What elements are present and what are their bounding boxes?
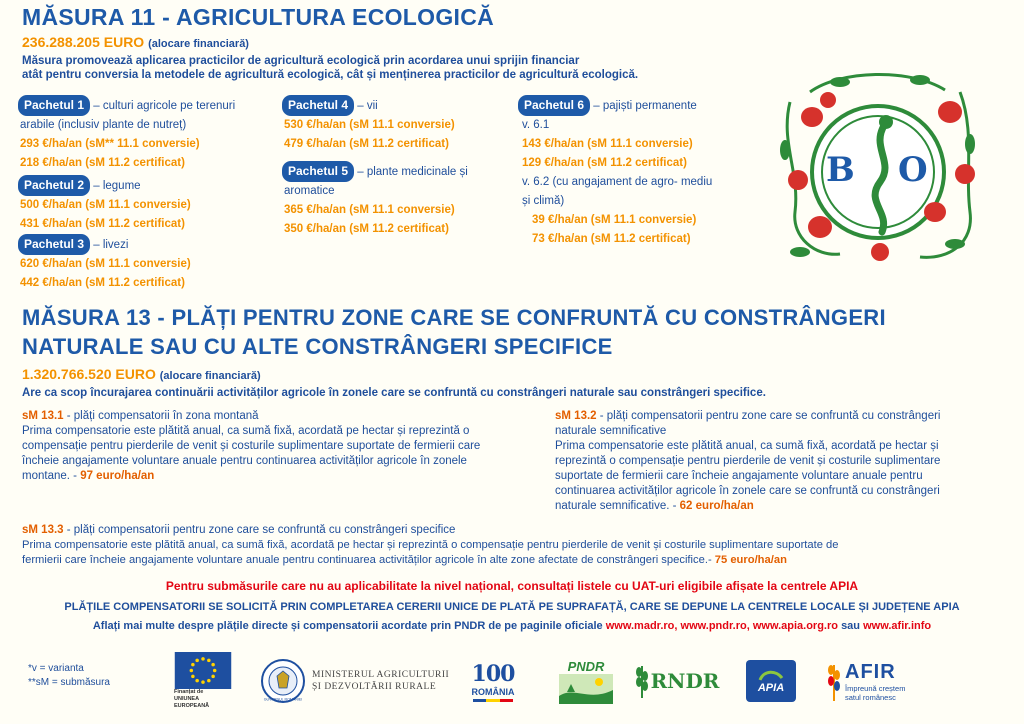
package-6-badge: Pachetul 6 [518, 95, 590, 116]
package-5-badge: Pachetul 5 [282, 161, 354, 182]
centenar-number: 100 [471, 660, 515, 687]
madr-logo [260, 652, 460, 710]
package-6-variant2: v. 6.2 (cu angajament de agro- mediu [522, 176, 713, 188]
sm-13-1-code: sM 13.1 [22, 410, 64, 422]
m13-alloc: (alocare financiară) [159, 370, 261, 382]
package-1-value1: 293 €/ha/an (sM** 11.1 conversie) [20, 138, 200, 150]
eu-caption-2: UNIUNEA EUROPEANĂ [174, 696, 210, 709]
sm-13-3-value: 75 euro/ha/an [714, 554, 787, 566]
package-4-text: – vii [357, 100, 378, 112]
package-2 [18, 175, 278, 196]
m13-title-line1: MĂSURA 13 - PLĂȚI PENTRU ZONE CARE SE CONFRUNTĂ CU CONSTRÂNGERI [22, 305, 886, 330]
package-6-variant1: v. 6.1 [522, 119, 550, 131]
m11-amount [22, 34, 249, 50]
gov-ring-text: GUVERNUL ROMÂNIEI [263, 697, 303, 702]
package-5-value2: 350 €/ha/an (sM 11.2 certificat) [284, 223, 449, 235]
package-3-value1: 620 €/ha/an (sM 11.1 conversie) [20, 258, 191, 270]
notice-links[interactable]: www.madr.ro, www.pndr.ro, www.apia.org.ro [605, 620, 838, 632]
sm-13-3 [22, 523, 1012, 568]
package-3-badge: Pachetul 3 [18, 234, 90, 255]
m11-description [22, 54, 782, 82]
sm-13-1-title: - plăți compensatorii în zona montană [66, 410, 259, 422]
sm-13-1-value: 97 euro/ha/an [80, 470, 155, 482]
bio-logo-graphic [770, 62, 985, 267]
package-4-value1: 530 €/ha/an (sM 11.1 conversie) [284, 119, 455, 131]
sm-13-2-code: sM 13.2 [555, 410, 597, 422]
bio-letter-o: O [898, 150, 928, 190]
notice-info-text: Aflați mai multe despre plățile directe și compensatorii acordate prin PNDR de pe paginile oficiale [92, 620, 603, 632]
sm-13-2-line2: reprezintă o compensație pentru pierderile de venit și costurile suplimentare [555, 455, 941, 467]
package-1-text: – culturi agricole pe terenuri [93, 100, 236, 112]
package-1-text2: arabile (inclusiv plante de nutreț) [20, 119, 187, 131]
eu-logo [172, 652, 234, 710]
m11-title: MĂSURA 11 - AGRICULTURA ECOLOGICĂ [22, 4, 495, 30]
package-4 [282, 95, 512, 116]
sm-13-3-code: sM 13.3 [22, 524, 64, 536]
package-1-badge: Pachetul 1 [18, 95, 90, 116]
sm-13-2-title: - plăți compensatorii pentru zone care se confruntă cu constrângeri [599, 410, 941, 422]
sm-13-3-title: - plăți compensatorii pentru zone care se confruntă cu constrângeri specifice [66, 524, 456, 536]
gov-crest-icon [260, 658, 306, 704]
sm-13-1-line3: încheie angajamente voluntare anuale pentru continuarea activităților agricole în zonele [22, 455, 467, 467]
apia-leaf-icon [758, 668, 784, 682]
sm-13-2-line3: suportate de fermierii care încheie angajamente voluntare anuale pentru [555, 470, 923, 482]
notice-sau: sau [841, 620, 861, 632]
m13-description: Are ca scop încurajarea continuării activităților agricole în zonele care se confruntă cu constrângeri naturale sau constrângeri specifice. [22, 387, 766, 399]
rndr-text: RNDR [650, 669, 720, 693]
m11-alloc: (alocare financiară) [148, 38, 249, 50]
pndr-landscape-icon [559, 674, 613, 704]
rndr-mark [633, 664, 720, 698]
package-1-value2: 218 €/ha/an (sM 11.2 certificat) [20, 157, 185, 169]
m13-title-line2: NATURALE SAU CU ALTE CONSTRÂNGERI SPECIFICE [22, 334, 613, 359]
afir-tagline-2: satul românesc [845, 692, 896, 702]
package-6-text: – pajiști permanente [593, 100, 697, 112]
ministry-line1: MINISTERUL AGRICULTURII [312, 670, 450, 680]
package-2-badge: Pachetul 2 [18, 175, 90, 196]
package-3-text: – livezi [93, 239, 129, 251]
afir-wheat-icon [826, 661, 842, 701]
footnote-sm: **sM = submăsura [28, 677, 110, 688]
package-6-value4: 73 €/ha/an (sM 11.2 certificat) [532, 233, 691, 245]
package-6 [518, 95, 758, 116]
footnote-v: *v = varianta [28, 663, 84, 674]
package-6-value2: 129 €/ha/an (sM 11.2 certificat) [522, 157, 687, 169]
sm-13-2-line4: continuarea activităților agricole în zonele care se confruntă cu constrângeri [555, 485, 940, 497]
ministry-line2: ȘI DEZVOLTĂRII RURALE [312, 682, 437, 692]
footnotes [28, 662, 110, 690]
sm-13-1-line1: Prima compensatorie este plătită anual, ca sumă fixă, acordată pe hectar și reprezintă o [22, 425, 470, 437]
package-5-text2: aromatice [284, 185, 335, 197]
sm-13-2-title2: naturale semnificative [555, 425, 667, 437]
afir-text: AFIR [845, 660, 896, 683]
bio-logo [770, 62, 985, 267]
pndr-text: PNDR [567, 658, 605, 674]
sm-13-3-line1: Prima compensatorie este plătită anual, ca sumă fixă, acordată pe hectar și reprezintă o compensație pentru pierderile de venit și costurile suplimentare suportate de [22, 539, 839, 551]
package-2-value2: 431 €/ha/an (sM 11.2 certificat) [20, 218, 185, 230]
centenar-logo [462, 652, 524, 710]
apia-badge [746, 660, 796, 702]
notice-link-afir[interactable]: www.afir.info [863, 620, 932, 632]
sm-13-2-line1: Prima compensatorie este plătită anual, ca sumă fixă, acordată pe hectar și [555, 440, 939, 452]
sm-13-1-line4: montane. - [22, 470, 77, 482]
sm-13-3-line2: fermierii care încheie angajamente voluntare anuale pentru continuarea activităților agricole în alte zone afectate de constrângeri specifice.- [22, 554, 712, 566]
eu-caption-1: Finanțat de [174, 689, 204, 695]
package-2-value1: 500 €/ha/an (sM 11.1 conversie) [20, 199, 191, 211]
m11-desc-line1: Măsura promovează aplicarea practicilor de agricultură ecologică prin acordarea unui sprijin financiar [22, 55, 580, 67]
notice-caps: PLĂȚILE COMPENSATORII SE SOLICITĂ PRIN COMPLETAREA CERERII UNICE DE PLATĂ PE SUPRAFAȚĂ, CARE SE DEPUNE LA CENTRELE LOCALE ȘI JUDEȚENE APIA [64, 601, 960, 613]
m11-col3 [518, 95, 758, 249]
package-3 [18, 234, 278, 255]
m11-desc-line2: atât pentru conversia la metodele de agricultură ecologică, cât și menținerea practicilor de agricultură ecologică. [22, 69, 639, 81]
package-5 [282, 161, 512, 182]
sm-13-2-value: 62 euro/ha/an [679, 500, 754, 512]
m11-amount-value: 236.288.205 EURO [22, 34, 145, 50]
sm-13-2 [555, 409, 1015, 514]
sm-13-2-line5: naturale semnificative. - [555, 500, 677, 512]
package-4-value2: 479 €/ha/an (sM 11.2 certificat) [284, 138, 449, 150]
package-6-variant2-cont: și climă) [522, 195, 565, 207]
sm-13-1 [22, 409, 552, 484]
rndr-logo [636, 652, 720, 710]
package-6-value1: 143 €/ha/an (sM 11.1 conversie) [522, 138, 693, 150]
pndr-logo [555, 652, 617, 710]
package-3-value2: 442 €/ha/an (sM 11.2 certificat) [20, 277, 185, 289]
tricolor-bar [473, 699, 513, 702]
package-5-value1: 365 €/ha/an (sM 11.1 conversie) [284, 204, 455, 216]
m13-amount-value: 1.320.766.520 EURO [22, 366, 156, 382]
apia-text: APIA [757, 682, 785, 694]
sm-13-1-line2: compensație pentru pierderile de venit și costurile suplimentare suportate de fermierii care [22, 440, 481, 452]
apia-logo [743, 652, 799, 710]
m11-col2 [282, 95, 512, 239]
eu-flag-icon [174, 652, 232, 689]
m13-amount [22, 366, 261, 382]
afir-tagline-1: Împreună creștem [845, 683, 906, 693]
package-1 [18, 95, 278, 116]
notice-info [0, 620, 1024, 632]
centenar-text: ROMÂNIA [471, 686, 515, 697]
afir-logo [826, 652, 926, 710]
m11-col1 [18, 95, 278, 293]
package-4-badge: Pachetul 4 [282, 95, 354, 116]
wheat-icon [633, 664, 651, 698]
package-2-text: – legume [93, 180, 141, 192]
bio-letter-b: B [826, 150, 855, 190]
notice-red: Pentru submăsurile care nu au aplicabilitate la nivel național, consultați listele cu UAT-uri eligibile afișate la centrele APIA [165, 579, 859, 593]
package-6-value3: 39 €/ha/an (sM 11.1 conversie) [532, 214, 697, 226]
package-5-text: – plante medicinale și [357, 166, 468, 178]
